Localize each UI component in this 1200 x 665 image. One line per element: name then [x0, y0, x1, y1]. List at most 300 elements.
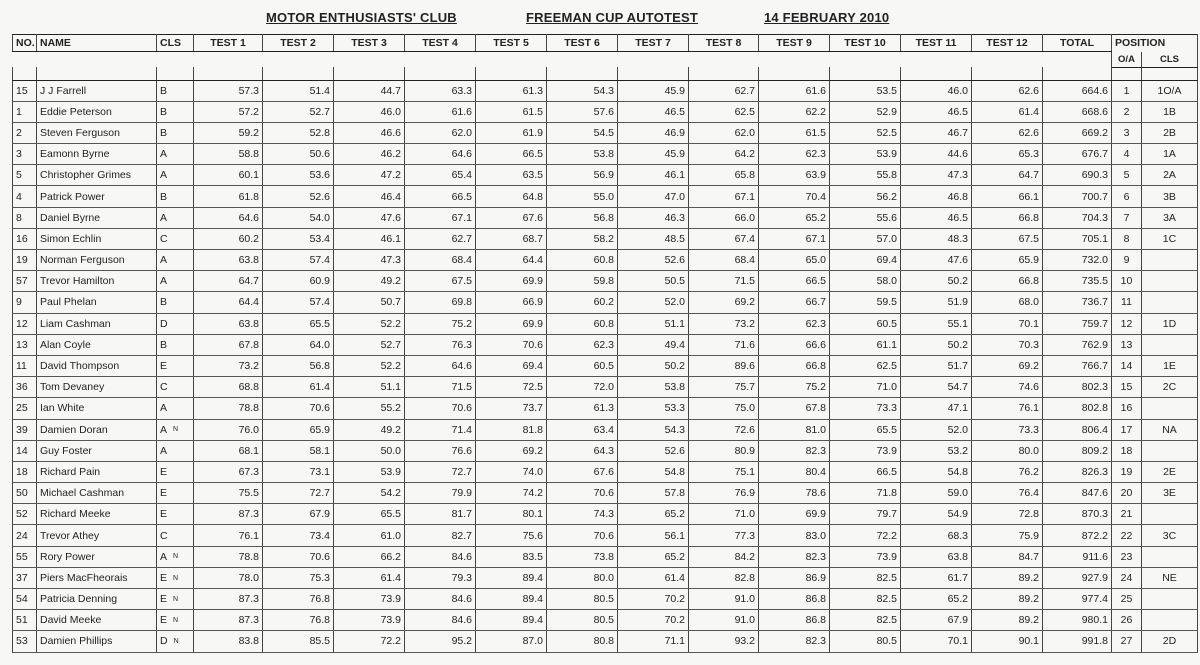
test-time: 63.4 — [547, 419, 618, 440]
test-time: 52.8 — [263, 122, 334, 143]
test-time: 68.4 — [405, 250, 476, 271]
test-time: 46.8 — [901, 186, 972, 207]
total-time: 847.6 — [1043, 483, 1112, 504]
test-time: 67.3 — [194, 461, 263, 482]
test-time: 46.1 — [618, 165, 689, 186]
class-position: NE — [1142, 567, 1198, 588]
test-time: 80.4 — [759, 461, 830, 482]
table-header — [13, 35, 1198, 68]
test-time: 57.3 — [194, 80, 263, 101]
overall-position: 9 — [1112, 250, 1142, 271]
test-time: 68.4 — [689, 250, 759, 271]
test-time: 77.3 — [689, 525, 759, 546]
test-time: 53.9 — [830, 144, 901, 165]
car-number: 24 — [13, 525, 37, 546]
test-time: 75.7 — [689, 377, 759, 398]
test-time: 66.7 — [759, 292, 830, 313]
test-time: 67.5 — [405, 271, 476, 292]
car-number: 1 — [13, 101, 37, 122]
test-time: 46.2 — [334, 144, 405, 165]
test-time: 57.2 — [194, 101, 263, 122]
test-time: 61.4 — [972, 101, 1043, 122]
test-time: 70.6 — [547, 483, 618, 504]
test-time: 67.1 — [689, 186, 759, 207]
class-position — [1142, 271, 1198, 292]
test-time: 80.5 — [547, 610, 618, 631]
overall-position: 25 — [1112, 589, 1142, 610]
class-cell — [157, 250, 194, 271]
test-time: 54.9 — [901, 504, 972, 525]
test-time: 65.2 — [901, 589, 972, 610]
car-number: 37 — [13, 567, 37, 588]
col-header-no: NO. — [13, 35, 37, 52]
test-time: 53.5 — [830, 80, 901, 101]
test-time: 54.5 — [547, 122, 618, 143]
table-row — [13, 504, 1198, 525]
test-time: 87.3 — [194, 589, 263, 610]
car-number: 11 — [13, 355, 37, 376]
test-time: 50.2 — [618, 355, 689, 376]
overall-position: 16 — [1112, 398, 1142, 419]
test-time: 45.9 — [618, 80, 689, 101]
col-header-pos-cls: CLS — [1142, 52, 1198, 68]
overall-position: 22 — [1112, 525, 1142, 546]
test-time: 54.3 — [618, 419, 689, 440]
class-position: 1A — [1142, 144, 1198, 165]
test-time: 82.8 — [689, 567, 759, 588]
class-cell — [157, 292, 194, 313]
test-time: 58.2 — [547, 228, 618, 249]
col-header-test: TEST 12 — [972, 35, 1043, 52]
test-time: 46.4 — [334, 186, 405, 207]
test-time: 69.4 — [830, 250, 901, 271]
test-time: 73.9 — [830, 546, 901, 567]
test-time: 80.0 — [972, 440, 1043, 461]
test-time: 79.7 — [830, 504, 901, 525]
test-time: 51.7 — [901, 355, 972, 376]
overall-position: 27 — [1112, 631, 1142, 652]
event-date: 14 FEBRUARY 2010 — [764, 10, 890, 25]
test-time: 70.2 — [618, 589, 689, 610]
col-header-test: TEST 9 — [759, 35, 830, 52]
class-position: NA — [1142, 419, 1198, 440]
class-cell — [157, 525, 194, 546]
test-time: 61.4 — [618, 567, 689, 588]
test-time: 76.8 — [263, 589, 334, 610]
class-letter: E — [160, 487, 168, 500]
test-time: 61.3 — [476, 80, 547, 101]
test-time: 65.2 — [618, 546, 689, 567]
test-time: 91.0 — [689, 589, 759, 610]
test-time: 47.1 — [901, 398, 972, 419]
overall-position: 2 — [1112, 101, 1142, 122]
test-time: 86.8 — [759, 610, 830, 631]
table-row — [13, 165, 1198, 186]
col-header-test: TEST 11 — [901, 35, 972, 52]
test-time: 61.1 — [830, 334, 901, 355]
test-time: 90.1 — [972, 631, 1043, 652]
table-row — [13, 122, 1198, 143]
test-time: 84.6 — [405, 610, 476, 631]
test-time: 55.1 — [901, 313, 972, 334]
table-row — [13, 186, 1198, 207]
test-time: 75.3 — [263, 567, 334, 588]
page-title — [0, 6, 1200, 28]
table-row — [13, 355, 1198, 376]
test-time: 84.2 — [689, 546, 759, 567]
class-letter: B — [160, 84, 168, 97]
test-time: 61.0 — [334, 525, 405, 546]
test-time: 47.6 — [901, 250, 972, 271]
test-time: 81.7 — [405, 504, 476, 525]
novice-marker: N — [173, 595, 179, 603]
test-time: 64.6 — [194, 207, 263, 228]
col-header-test: TEST 4 — [405, 35, 476, 52]
test-time: 66.5 — [830, 461, 901, 482]
test-time: 64.7 — [972, 165, 1043, 186]
total-time: 759.7 — [1043, 313, 1112, 334]
test-time: 63.8 — [901, 546, 972, 567]
test-time: 95.2 — [405, 631, 476, 652]
class-position: 1B — [1142, 101, 1198, 122]
driver-name: Richard Meeke — [37, 504, 157, 525]
test-time: 71.1 — [618, 631, 689, 652]
test-time: 73.4 — [263, 525, 334, 546]
test-time: 69.9 — [476, 313, 547, 334]
novice-marker: N — [173, 617, 179, 624]
class-cell — [157, 440, 194, 461]
class-letter: B — [160, 126, 168, 139]
test-time: 76.1 — [194, 525, 263, 546]
col-header-oa: O/A — [1112, 52, 1142, 68]
test-time: 52.0 — [901, 419, 972, 440]
test-time: 73.3 — [972, 419, 1043, 440]
test-time: 61.5 — [476, 101, 547, 122]
test-time: 46.6 — [334, 122, 405, 143]
total-time: 766.7 — [1043, 355, 1112, 376]
car-number: 18 — [13, 461, 37, 482]
test-time: 54.8 — [901, 461, 972, 482]
test-time: 47.6 — [334, 207, 405, 228]
overall-position: 7 — [1112, 207, 1142, 228]
test-time: 65.9 — [263, 419, 334, 440]
test-time: 44.7 — [334, 80, 405, 101]
test-time: 65.4 — [405, 165, 476, 186]
car-number: 9 — [13, 292, 37, 313]
class-position: 1O/A — [1142, 80, 1198, 101]
class-cell — [157, 419, 194, 440]
class-cell — [157, 483, 194, 504]
test-time: 89.2 — [972, 567, 1043, 588]
test-time: 76.6 — [405, 440, 476, 461]
total-time: 732.0 — [1043, 250, 1112, 271]
test-time: 80.9 — [689, 440, 759, 461]
overall-position: 19 — [1112, 461, 1142, 482]
test-time: 66.8 — [972, 271, 1043, 292]
overall-position: 13 — [1112, 334, 1142, 355]
class-cell — [157, 355, 194, 376]
overall-position: 20 — [1112, 483, 1142, 504]
test-time: 63.3 — [405, 80, 476, 101]
total-time: 927.9 — [1043, 567, 1112, 588]
test-time: 89.2 — [972, 589, 1043, 610]
test-time: 62.6 — [972, 80, 1043, 101]
test-time: 65.0 — [759, 250, 830, 271]
test-time: 73.9 — [830, 440, 901, 461]
class-position: 2A — [1142, 165, 1198, 186]
test-time: 63.9 — [759, 165, 830, 186]
test-time: 86.8 — [759, 589, 830, 610]
test-time: 70.1 — [972, 313, 1043, 334]
test-time: 71.0 — [689, 504, 759, 525]
overall-position: 23 — [1112, 546, 1142, 567]
overall-position: 17 — [1112, 419, 1142, 440]
total-time: 762.9 — [1043, 334, 1112, 355]
test-time: 64.6 — [405, 355, 476, 376]
test-time: 72.8 — [972, 504, 1043, 525]
class-cell — [157, 80, 194, 101]
col-header-cls: CLS — [157, 35, 194, 52]
test-time: 64.4 — [476, 250, 547, 271]
driver-name: Steven Ferguson — [37, 122, 157, 143]
class-cell — [157, 461, 194, 482]
overall-position: 8 — [1112, 228, 1142, 249]
test-time: 62.7 — [689, 80, 759, 101]
test-time: 51.9 — [901, 292, 972, 313]
table-row — [13, 440, 1198, 461]
test-time: 74.2 — [476, 483, 547, 504]
class-letter: B — [160, 296, 168, 309]
driver-name: Ian White — [37, 398, 157, 419]
test-time: 70.6 — [405, 398, 476, 419]
test-time: 49.4 — [618, 334, 689, 355]
car-number: 5 — [13, 165, 37, 186]
car-number: 16 — [13, 228, 37, 249]
overall-position: 12 — [1112, 313, 1142, 334]
test-time: 78.8 — [194, 398, 263, 419]
test-time: 83.0 — [759, 525, 830, 546]
test-time: 80.5 — [547, 589, 618, 610]
class-letter: A — [160, 169, 168, 182]
results-body — [13, 80, 1198, 652]
test-time: 67.8 — [759, 398, 830, 419]
test-time: 46.5 — [901, 101, 972, 122]
col-header-test: TEST 2 — [263, 35, 334, 52]
test-time: 75.0 — [689, 398, 759, 419]
test-time: 55.8 — [830, 165, 901, 186]
test-time: 82.5 — [830, 589, 901, 610]
test-time: 71.5 — [405, 377, 476, 398]
col-header-test: TEST 7 — [618, 35, 689, 52]
test-time: 64.8 — [476, 186, 547, 207]
class-letter: C — [160, 529, 168, 542]
class-position: 3A — [1142, 207, 1198, 228]
test-time: 54.3 — [547, 80, 618, 101]
test-time: 70.6 — [263, 546, 334, 567]
class-cell — [157, 165, 194, 186]
test-time: 64.0 — [263, 334, 334, 355]
col-header-test: TEST 3 — [334, 35, 405, 52]
test-time: 65.2 — [759, 207, 830, 228]
class-cell — [157, 101, 194, 122]
test-time: 73.2 — [194, 355, 263, 376]
car-number: 50 — [13, 483, 37, 504]
class-cell — [157, 228, 194, 249]
test-time: 72.7 — [405, 461, 476, 482]
test-time: 89.4 — [476, 589, 547, 610]
driver-name: Daniel Byrne — [37, 207, 157, 228]
overall-position: 1 — [1112, 80, 1142, 101]
test-time: 63.5 — [476, 165, 547, 186]
test-time: 61.8 — [194, 186, 263, 207]
test-time: 65.5 — [334, 504, 405, 525]
test-time: 62.0 — [405, 122, 476, 143]
test-time: 67.1 — [405, 207, 476, 228]
total-time: 802.3 — [1043, 377, 1112, 398]
class-letter: A — [160, 444, 168, 457]
car-number: 51 — [13, 610, 37, 631]
test-time: 59.0 — [901, 483, 972, 504]
table-row — [13, 80, 1198, 101]
test-time: 66.1 — [972, 186, 1043, 207]
test-time: 65.2 — [618, 504, 689, 525]
test-time: 69.2 — [689, 292, 759, 313]
driver-name: J J Farrell — [37, 80, 157, 101]
driver-name: David Meeke — [37, 610, 157, 631]
test-time: 50.5 — [618, 271, 689, 292]
test-time: 66.5 — [759, 271, 830, 292]
test-time: 89.4 — [476, 610, 547, 631]
test-time: 82.5 — [830, 567, 901, 588]
col-header-test: TEST 5 — [476, 35, 547, 52]
driver-name: Norman Ferguson — [37, 250, 157, 271]
test-time: 75.2 — [759, 377, 830, 398]
test-time: 76.3 — [405, 334, 476, 355]
table-row — [13, 144, 1198, 165]
driver-name: Eddie Peterson — [37, 101, 157, 122]
class-cell — [157, 610, 194, 631]
class-letter: A — [160, 254, 168, 267]
test-time: 60.1 — [194, 165, 263, 186]
test-time: 61.3 — [547, 398, 618, 419]
table-row — [13, 461, 1198, 482]
test-time: 82.3 — [759, 631, 830, 652]
table-row — [13, 292, 1198, 313]
test-time: 79.3 — [405, 567, 476, 588]
test-time: 57.0 — [830, 228, 901, 249]
test-time: 78.0 — [194, 567, 263, 588]
test-time: 81.8 — [476, 419, 547, 440]
test-time: 46.5 — [618, 101, 689, 122]
test-time: 78.6 — [759, 483, 830, 504]
test-time: 62.5 — [830, 355, 901, 376]
overall-position: 15 — [1112, 377, 1142, 398]
test-time: 67.9 — [263, 504, 334, 525]
test-time: 71.8 — [830, 483, 901, 504]
class-letter: E — [160, 360, 168, 373]
class-position: 3C — [1142, 525, 1198, 546]
results-table — [12, 34, 1198, 653]
test-time: 53.3 — [618, 398, 689, 419]
test-time: 59.2 — [194, 122, 263, 143]
test-time: 72.6 — [689, 419, 759, 440]
test-time: 73.8 — [547, 546, 618, 567]
class-position: 3E — [1142, 483, 1198, 504]
total-time: 736.7 — [1043, 292, 1112, 313]
test-time: 71.5 — [689, 271, 759, 292]
test-time: 75.2 — [405, 313, 476, 334]
test-time: 58.1 — [263, 440, 334, 461]
total-time: 991.8 — [1043, 631, 1112, 652]
club-title: MOTOR ENTHUSIASTS' CLUB — [266, 10, 457, 25]
test-time: 78.8 — [194, 546, 263, 567]
col-header-test: TEST 8 — [689, 35, 759, 52]
class-position: 3B — [1142, 186, 1198, 207]
test-time: 66.8 — [972, 207, 1043, 228]
total-time: 668.6 — [1043, 101, 1112, 122]
driver-name: Eamonn Byrne — [37, 144, 157, 165]
test-time: 64.3 — [547, 440, 618, 461]
driver-name: Michael Cashman — [37, 483, 157, 504]
driver-name: Alan Coyle — [37, 334, 157, 355]
class-letter: A — [160, 423, 168, 436]
test-time: 60.2 — [547, 292, 618, 313]
driver-name: Trevor Athey — [37, 525, 157, 546]
test-time: 58.8 — [194, 144, 263, 165]
class-position: 1E — [1142, 355, 1198, 376]
test-time: 73.2 — [689, 313, 759, 334]
col-header-test: TEST 6 — [547, 35, 618, 52]
car-number: 53 — [13, 631, 37, 652]
class-position — [1142, 292, 1198, 313]
test-time: 76.9 — [689, 483, 759, 504]
test-time: 85.5 — [263, 631, 334, 652]
test-time: 48.3 — [901, 228, 972, 249]
driver-name: Patricia Denning — [37, 589, 157, 610]
test-time: 71.0 — [830, 377, 901, 398]
test-time: 64.4 — [194, 292, 263, 313]
test-time: 53.2 — [901, 440, 972, 461]
test-time: 50.2 — [901, 334, 972, 355]
novice-marker: N — [173, 426, 179, 434]
test-time: 79.9 — [405, 483, 476, 504]
test-time: 87.3 — [194, 504, 263, 525]
table-row — [13, 228, 1198, 249]
test-time: 69.2 — [476, 440, 547, 461]
test-time: 67.6 — [476, 207, 547, 228]
class-letter: C — [160, 381, 168, 394]
total-time: 872.2 — [1043, 525, 1112, 546]
test-time: 73.9 — [334, 610, 405, 631]
test-time: 69.2 — [972, 355, 1043, 376]
overall-position: 11 — [1112, 292, 1142, 313]
class-position — [1142, 504, 1198, 525]
overall-position: 26 — [1112, 610, 1142, 631]
test-time: 69.9 — [759, 504, 830, 525]
test-time: 87.0 — [476, 631, 547, 652]
table-row — [13, 631, 1198, 652]
test-time: 69.9 — [476, 271, 547, 292]
test-time: 76.2 — [972, 461, 1043, 482]
test-time: 60.2 — [194, 228, 263, 249]
test-time: 56.8 — [263, 355, 334, 376]
car-number: 2 — [13, 122, 37, 143]
test-time: 65.9 — [972, 250, 1043, 271]
test-time: 52.9 — [830, 101, 901, 122]
test-time: 61.4 — [263, 377, 334, 398]
class-position: 2B — [1142, 122, 1198, 143]
test-time: 52.2 — [334, 355, 405, 376]
